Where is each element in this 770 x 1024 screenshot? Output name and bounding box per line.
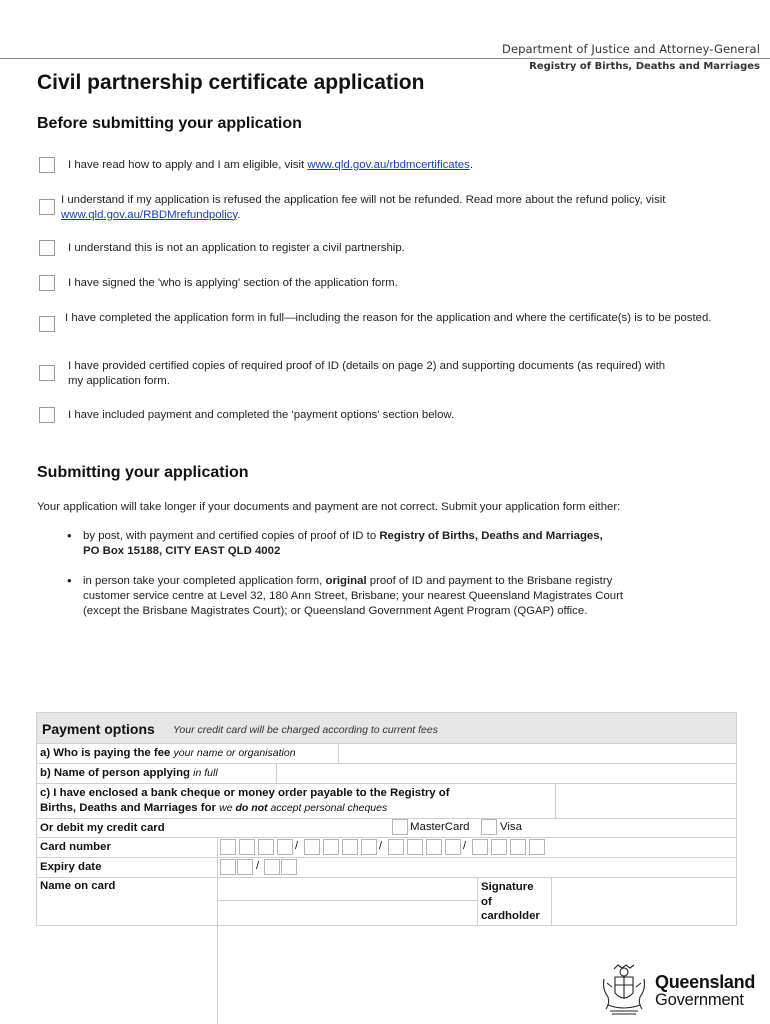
expiry-digit-box[interactable] (264, 859, 280, 875)
checklist-text: I have included payment and completed the 'payment options' section below. (68, 409, 455, 421)
mastercard-checkbox[interactable] (392, 819, 408, 835)
refund-policy-link[interactable]: www.qld.gov.au/RBDMrefundpolicy (61, 208, 238, 221)
bullet-icon: • (67, 528, 72, 543)
card-digit-box[interactable] (304, 839, 320, 855)
checkbox[interactable] (39, 316, 55, 332)
signature-field[interactable] (552, 878, 736, 926)
payment-header (37, 713, 736, 743)
mastercard-label: MasterCard (410, 821, 470, 833)
checkbox[interactable] (39, 157, 55, 173)
card-digit-box[interactable] (258, 839, 274, 855)
checklist-text: I have completed the application form in full—including the reason for the application and where the certificate(s) is to be posted. (65, 312, 712, 324)
visa-checkbox[interactable] (481, 819, 497, 835)
checkbox[interactable] (39, 240, 55, 256)
department-name: Department of Justice and Attorney-General (501, 42, 760, 56)
debit-label: Or debit my credit card (40, 822, 165, 834)
visa-label: Visa (500, 821, 522, 833)
card-digit-box[interactable] (277, 839, 293, 855)
submitting-intro: Your application will take longer if your documents and payment are not correct. Submit your application form either: (37, 501, 621, 513)
page-title: Civil partnership certificate application (37, 71, 425, 94)
queensland-coat-of-arms-icon (598, 963, 650, 1017)
card-number-separator: / (463, 840, 467, 852)
card-digit-box[interactable] (361, 839, 377, 855)
checkbox[interactable] (39, 199, 55, 215)
card-digit-box[interactable] (342, 839, 358, 855)
checklist-text: I have provided certified copies of required proof of ID (details on page 2) and supporting documents (as required) with my application form. (68, 360, 666, 387)
payment-options-table (36, 712, 737, 926)
checklist-text: I have signed the 'who is applying' section of the application form. (68, 277, 398, 289)
registry-name: Registry of Births, Deaths and Marriages (529, 61, 760, 72)
payer-label: a) Who is paying the fee your name or organisation (40, 747, 296, 759)
card-digit-box[interactable] (491, 839, 507, 855)
eligibility-link[interactable]: www.qld.gov.au/rbdmcertificates (307, 159, 470, 171)
checklist-text: I have read how to apply and I am eligible, visit www.qld.gov.au/rbdmcertificates. (68, 159, 474, 171)
card-number-separator: / (379, 840, 383, 852)
cheque-amount-field[interactable] (556, 784, 736, 818)
card-digit-box[interactable] (472, 839, 488, 855)
checklist-text: I understand this is not an application to register a civil partnership. (68, 242, 405, 254)
card-digit-box[interactable] (388, 839, 404, 855)
card-digit-box[interactable] (426, 839, 442, 855)
payer-field[interactable] (339, 744, 736, 763)
in-person-instructions: in person take your completed application form, original proof of ID and payment to the Brisbane registry customer service centre at Level 32, 180 Ann Street, Brisbane; your nearest Queensland Magistrates Court (except the Brisbane Magistrates Court); or Queensland Government Agent Program (QGAP) office. (83, 575, 624, 617)
expiry-digit-box[interactable] (220, 859, 236, 875)
card-number-label: Card number (40, 841, 111, 853)
cheque-label: c) I have enclosed a bank cheque or money order payable to the Registry of Births, Deaths and Marriages for we do not accept personal cheques (40, 787, 450, 814)
card-digit-box[interactable] (323, 839, 339, 855)
bullet-icon: • (67, 573, 72, 588)
post-instructions: by post, with payment and certified copies of proof of ID to Registry of Births, Deaths and Marriages, PO Box 15188, CITY EAST QLD 4002 (83, 530, 603, 557)
checkbox[interactable] (39, 365, 55, 381)
signature-label: Signature of cardholder (481, 881, 540, 922)
checkbox[interactable] (39, 275, 55, 291)
expiry-label: Expiry date (40, 861, 102, 873)
applicant-label: b) Name of person applying in full (40, 767, 218, 779)
payment-title: Payment options (42, 721, 155, 737)
expiry-digit-box[interactable] (281, 859, 297, 875)
payment-note: Your credit card will be charged according to current fees (173, 724, 438, 736)
checkbox[interactable] (39, 407, 55, 423)
card-number-separator: / (295, 840, 299, 852)
card-digit-box[interactable] (445, 839, 461, 855)
card-digit-box[interactable] (529, 839, 545, 855)
applicant-field[interactable] (277, 764, 736, 783)
expiry-digit-box[interactable] (237, 859, 253, 875)
card-digit-box[interactable] (220, 839, 236, 855)
submitting-heading: Submitting your application (37, 464, 249, 481)
card-digit-box[interactable] (510, 839, 526, 855)
card-digit-box[interactable] (239, 839, 255, 855)
expiry-separator: / (256, 860, 260, 872)
checklist-text: I understand if my application is refused the application fee will not be refunded. Read more about the refund policy, visit www.qld.gov.au/RBDMrefundpolicy. (61, 194, 666, 221)
queensland-logo-name: Queensland (655, 972, 756, 992)
name-on-card-label: Name on card (40, 880, 116, 892)
card-digit-box[interactable] (407, 839, 423, 855)
before-heading: Before submitting your application (37, 115, 302, 132)
header-rule (0, 58, 770, 59)
name-on-card-field[interactable] (218, 878, 477, 926)
queensland-logo-government: Government (655, 991, 744, 1009)
